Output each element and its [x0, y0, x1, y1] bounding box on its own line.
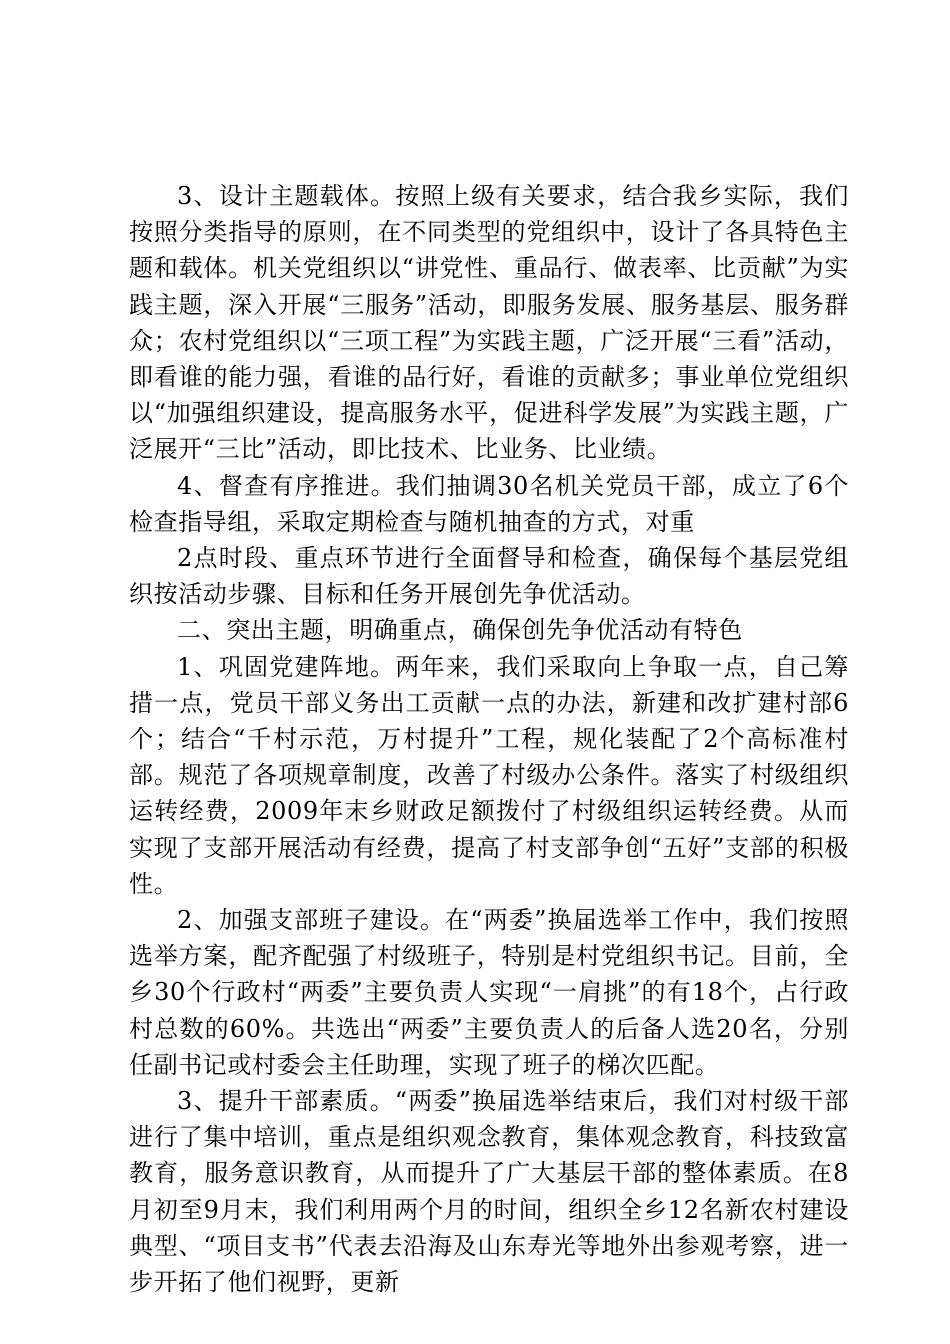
- section-heading: 二、突出主题，明确重点，确保创先争优活动有特色: [177, 616, 743, 645]
- paragraph-supervision-continued: 2点时段、重点环节进行全面督导和检查，确保每个基层党组织按活动步骤、目标和任务开展创先争优活动。: [129, 544, 849, 609]
- document-body: [129, 178, 849, 1300]
- paragraph-branch-team: 2、加强支部班子建设。在“两委”换届选举工作中，我们按照选举方案，配齐配强了村级班子，特别是村党组织书记。目前，全乡30个行政村“两委”主要负责人实现“一肩挑”的有18个，占行政村总数的60%。共选出“两委”主要负责人的后备人选20名，分别任副书记或村委会主任助理，实现了班子的梯次匹配。: [129, 906, 849, 1079]
- paragraph-supervision: 4、督查有序推进。我们抽调30名机关党员干部，成立了6个检查指导组，采取定期检查与随机抽查的方式，对重: [129, 471, 849, 536]
- paragraph-cadre-quality: 3、提升干部素质。“两委”换届选举结束后，我们对村级干部进行了集中培训，重点是组织观念教育，集体观念教育，科技致富教育，服务意识教育，从而提升了广大基层干部的整体素质。在8月初至9月末，我们利用两个月的时间，组织全乡12名新农村建设典型、“项目支书”代表去沿海及山东寿光等地外出参观考察，进一步开拓了他们视野，更新: [129, 1087, 849, 1297]
- paragraph-party-base: 1、巩固党建阵地。两年来，我们采取向上争取一点，自己筹措一点，党员干部义务出工贡献一点的办法，新建和改扩建村部6个；结合“千村示范，万村提升”工程，规化装配了2个高标准村部。规范了各项规章制度，改善了村级办公条件。落实了村级组织运转经费，2009年末乡财政足额拨付了村级组织运转经费。从而实现了支部开展活动有经费，提高了村支部争创“五好”支部的积极性。: [129, 652, 849, 898]
- paragraph-theme-carrier: 3、设计主题载体。按照上级有关要求，结合我乡实际，我们按照分类指导的原则，在不同类型的党组织中，设计了各具特色主题和载体。机关党组织以“讲党性、重品行、做表率、比贡献”为实践主题，深入开展“三服务”活动，即服务发展、服务基层、服务群众；农村党组织以“三项工程”为实践主题，广泛开展“三看”活动，即看谁的能力强，看谁的品行好，看谁的贡献多；事业单位党组织以“加强组织建设，提高服务水平，促进科学发展”为实践主题，广泛展开“三比”活动，即比技术、比业务、比业绩。: [129, 182, 849, 464]
